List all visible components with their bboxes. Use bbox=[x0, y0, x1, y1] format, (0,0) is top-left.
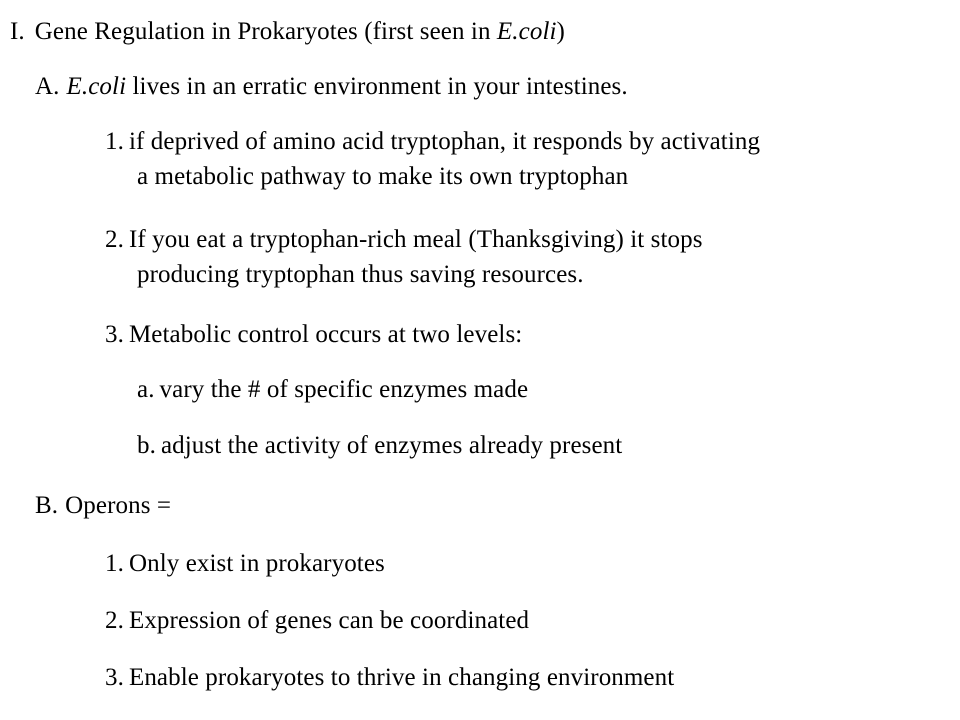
item-text: If you eat a tryptophan-rich meal (Thanksgiving) it stops bbox=[128, 226, 703, 253]
item-text-continued: producing tryptophan thus saving resources. bbox=[137, 261, 584, 288]
section-a-item-3 bbox=[105, 318, 522, 352]
item-marker: 2. bbox=[105, 607, 124, 634]
item-marker: 1. bbox=[105, 550, 124, 577]
section-a-item-2-line-1 bbox=[105, 223, 703, 257]
item-text: Only exist in prokaryotes bbox=[128, 550, 385, 577]
item-marker: 3. bbox=[105, 321, 124, 348]
heading-text: Gene Regulation in Prokaryotes (first seen in bbox=[34, 18, 497, 45]
subitem-marker: a. bbox=[137, 376, 155, 403]
subitem-text: adjust the activity of enzymes already present bbox=[160, 432, 623, 459]
item-marker: 1. bbox=[105, 128, 124, 155]
section-a-subitem-b bbox=[137, 429, 622, 463]
section-b-text: Operons = bbox=[65, 492, 172, 519]
item-text: if deprived of amino acid tryptophan, it responds by activating bbox=[128, 128, 761, 155]
section-a-italic-organism: E.coli bbox=[66, 73, 127, 100]
item-marker: 3. bbox=[105, 664, 124, 691]
heading-marker: I. bbox=[10, 18, 25, 45]
subitem-marker: b. bbox=[137, 432, 156, 459]
item-text: Metabolic control occurs at two levels: bbox=[128, 321, 523, 348]
section-a-marker: A. bbox=[35, 73, 60, 100]
heading-text-end: ) bbox=[556, 18, 565, 45]
item-text: Enable prokaryotes to thrive in changing environment bbox=[128, 664, 675, 691]
section-b-marker: B. bbox=[35, 492, 59, 519]
section-a bbox=[35, 70, 628, 104]
section-a-text: lives in an erratic environment in your intestines. bbox=[126, 73, 628, 100]
item-marker: 2. bbox=[105, 226, 124, 253]
item-text-continued: a metabolic pathway to make its own tryptophan bbox=[137, 163, 629, 190]
section-b-item-2 bbox=[105, 604, 529, 638]
section-b-item-3 bbox=[105, 661, 674, 695]
section-a-item-2-line-2 bbox=[137, 258, 584, 292]
heading-italic-organism: E.coli bbox=[496, 18, 557, 45]
section-a-item-1-line-1 bbox=[105, 125, 760, 159]
item-text: Expression of genes can be coordinated bbox=[128, 607, 530, 634]
section-a-subitem-a bbox=[137, 373, 528, 407]
section-b bbox=[35, 489, 171, 523]
subitem-text: vary the # of specific enzymes made bbox=[159, 376, 529, 403]
section-a-item-1-line-2 bbox=[137, 160, 628, 194]
section-b-item-1 bbox=[105, 547, 385, 581]
outline-heading bbox=[10, 15, 565, 49]
